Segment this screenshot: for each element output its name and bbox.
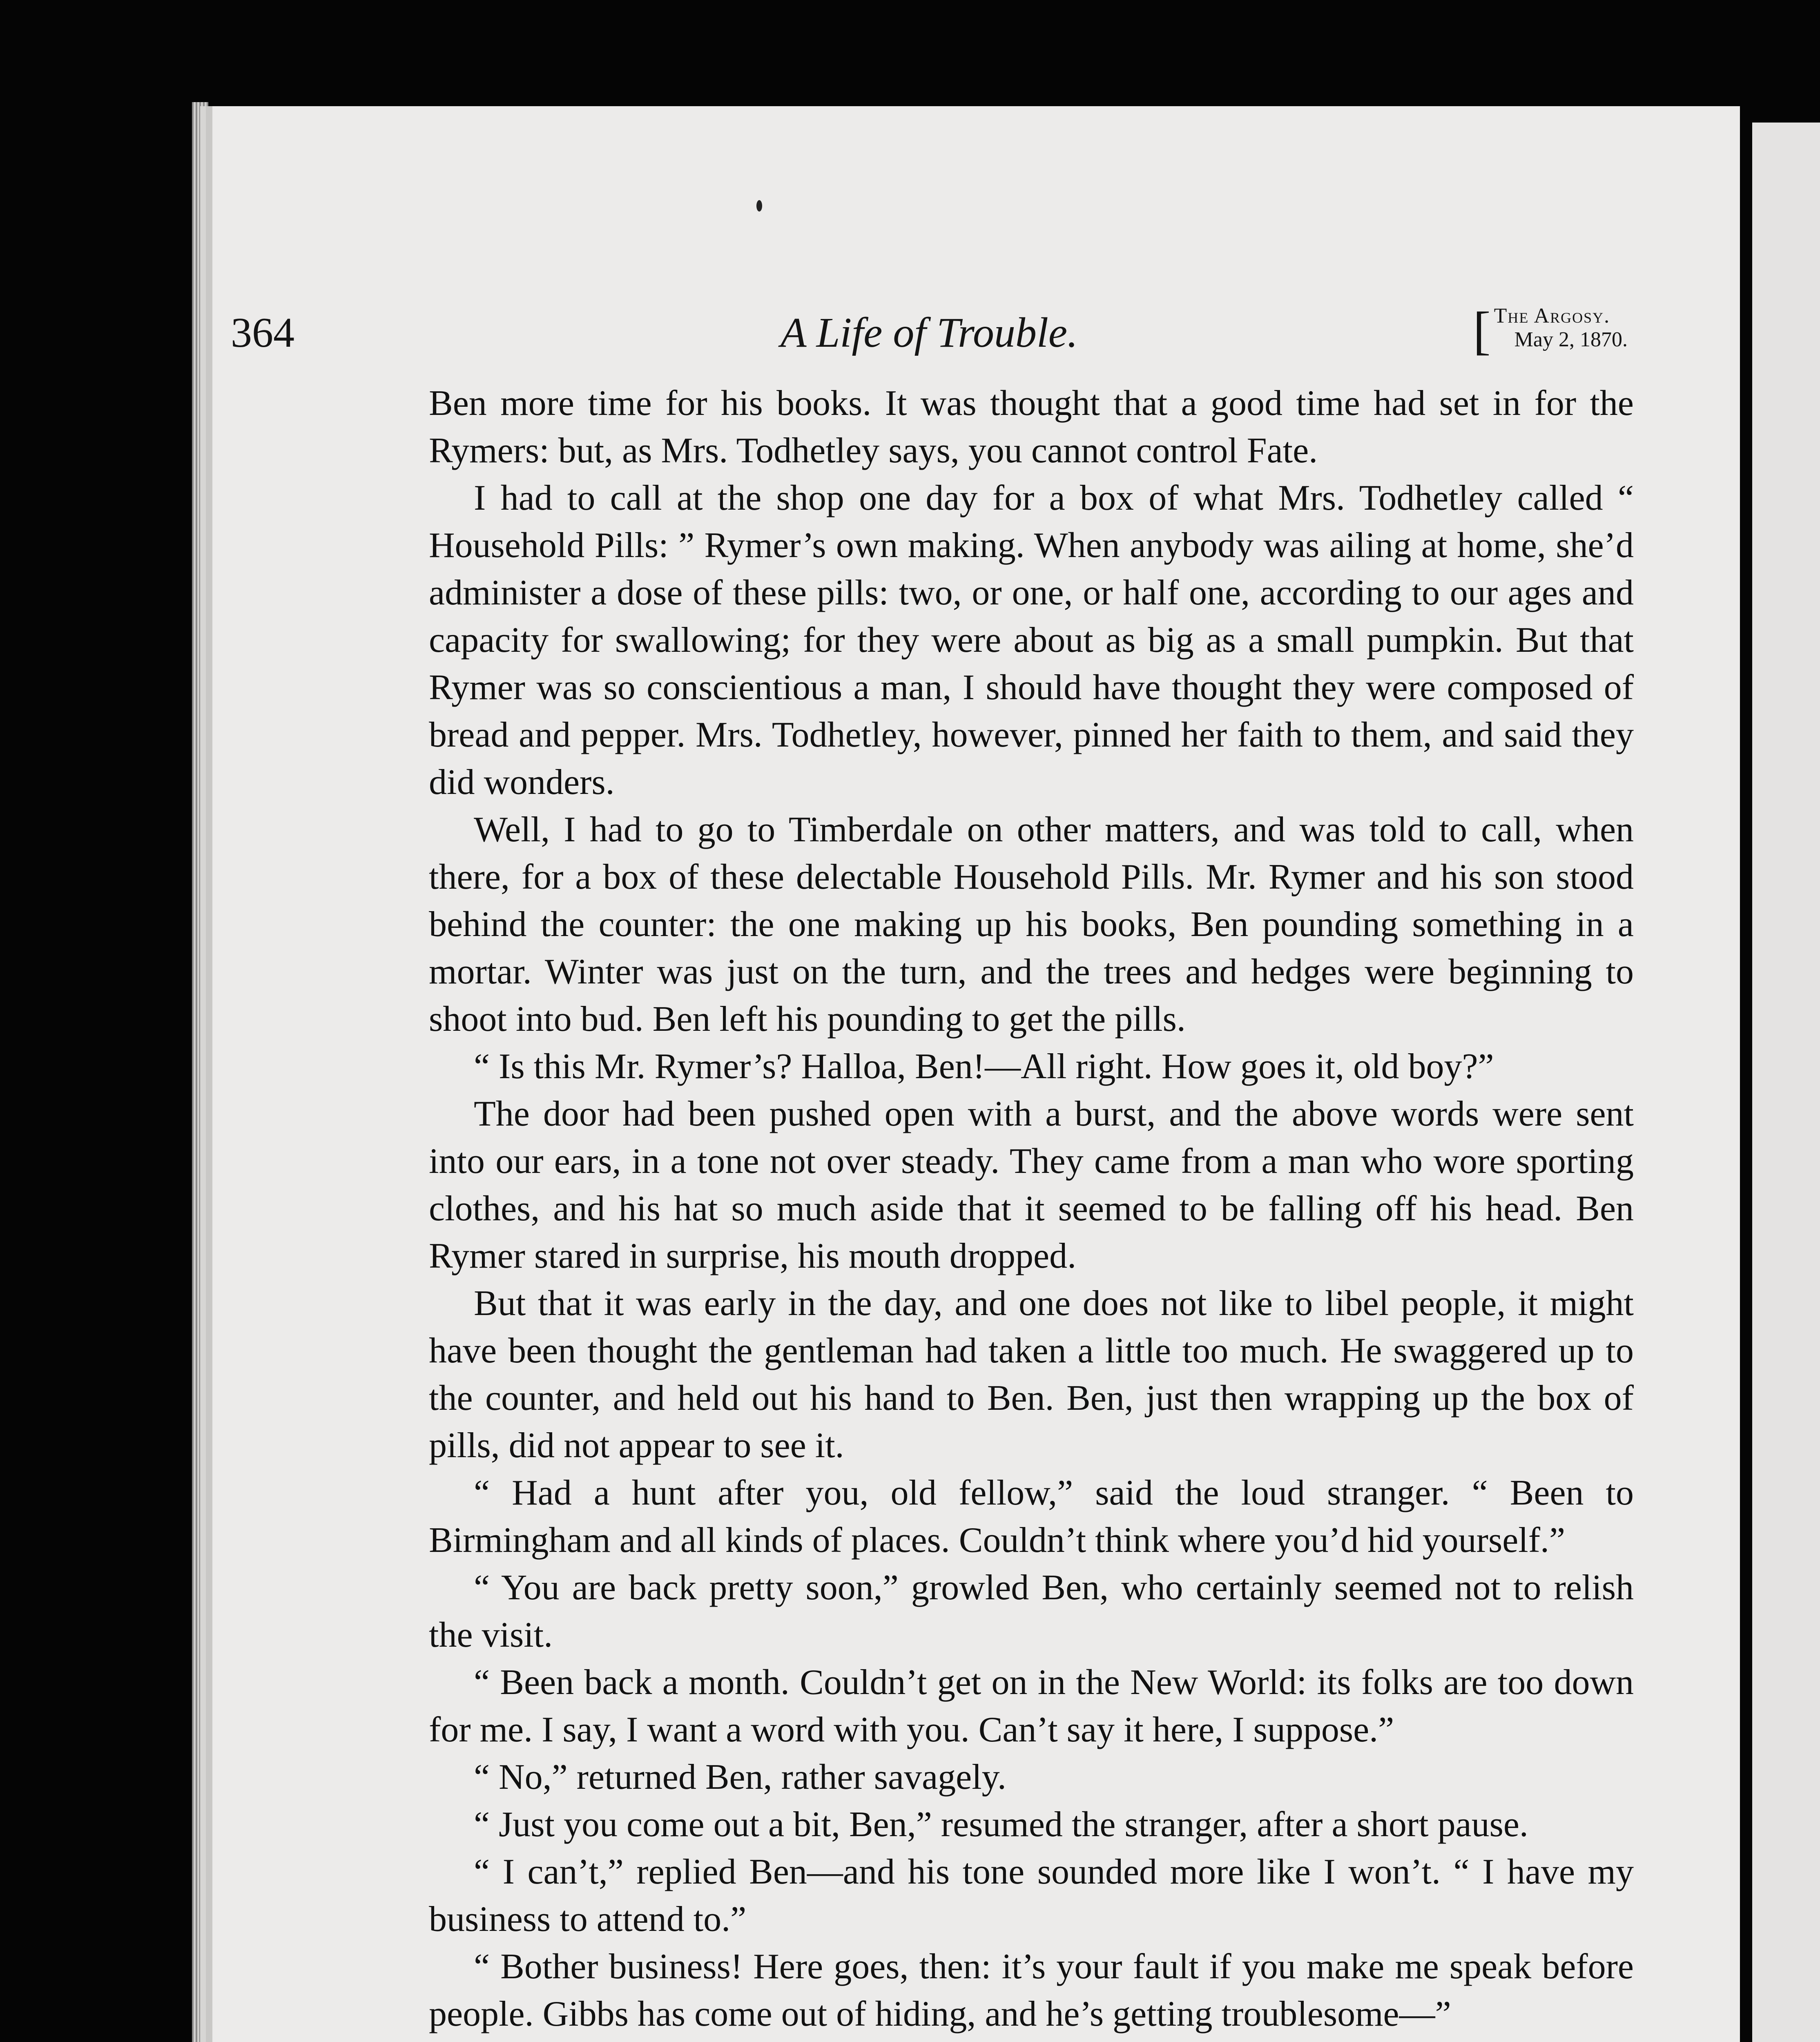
paragraph: “ You are back pretty soon,” growled Ben, who certainly seemed not to relish the visit. [429,1568,1634,1655]
paragraph: Ben more time for his books. It was thought that a good time had set in for the Rymers: but, as Mrs. Todhetley says, you cannot control Fate. [429,383,1634,470]
running-head [231,300,1628,366]
paragraph: “ Bother business! Here goes, then: it’s your fault if you make me speak before people. Gibbs has come out of hiding, and he’s getting troublesome—” [429,1947,1634,2034]
paragraph: Well, I had to go to Timberdale on other matters, and was told to call, when there, for a box of these delectable Household Pills. Mr. Rymer and his son stood behind the counter: the one making up his books, Ben pounding something in a mortar. Winter was just on the turn, and the trees and hedges were beginning to shoot into bud. Ben left his pounding to get the pills. [429,810,1634,1039]
source-date: May 2, 1870. [1514,328,1628,351]
source-tag [1473,301,1628,360]
body-text [429,380,1634,2038]
bracket-glyph: [ [1473,301,1491,360]
paragraph: “ No,” returned Ben, rather savagely. [474,1757,1006,1797]
paragraph: But that it was early in the day, and one does not like to libel people, it might have been thought the gentleman had taken a little too much. He swaggered up to the counter, and held out his hand to Ben. Ben, just then wrapping up the box of pills, did not appear to see it. [429,1284,1634,1465]
paragraph: “ Is this Mr. Rymer’s? Halloa, Ben!—All right. How goes it, old boy?” [474,1047,1494,1086]
running-title: A Life of Trouble. [780,309,1078,356]
paragraph: I had to call at the shop one day for a box of what Mrs. Todhetley called “ Household Pills: ” Rymer’s own making. When anybody was ailing at home, she’d administer a dose of these pills: two, or one, or half one, according to our ages and capacity for swallowing; for they were about as big as a small pumpkin. But that Rymer was so conscientious a man, I should have thought they were composed of bread and pepper. Mrs. Todhetley, however, pinned her faith to them, and said they did wonders. [429,478,1634,802]
paragraph: “ I can’t,” replied Ben—and his tone sounded more like I won’t. “ I have my business to attend to.” [429,1852,1634,1939]
source-magazine: The Argosy. [1494,304,1610,328]
facing-page-edge [1752,123,1820,2042]
page-number: 364 [231,309,294,356]
paragraph: The door had been pushed open with a burst, and the above words were sent into our ears, in a tone not over steady. They came from a man who wore sporting clothes, and his hat so much aside that it seemed to be falling off his head. Ben Rymer stared in surprise, his mouth dropped. [429,1094,1634,1276]
ink-fleck [756,200,762,212]
paragraph: “ Been back a month. Couldn’t get on in the New World: its folks are too down for me. I say, I want a word with you. Can’t say it here, I suppose.” [429,1663,1634,1750]
paragraph: “ Had a hunt after you, old fellow,” said the loud stranger. “ Been to Birmingham and all kinds of places. Couldn’t think where you’d hid yourself.” [429,1473,1634,1560]
paragraph: “ Just you come out a bit, Ben,” resumed the stranger, after a short pause. [474,1805,1528,1844]
